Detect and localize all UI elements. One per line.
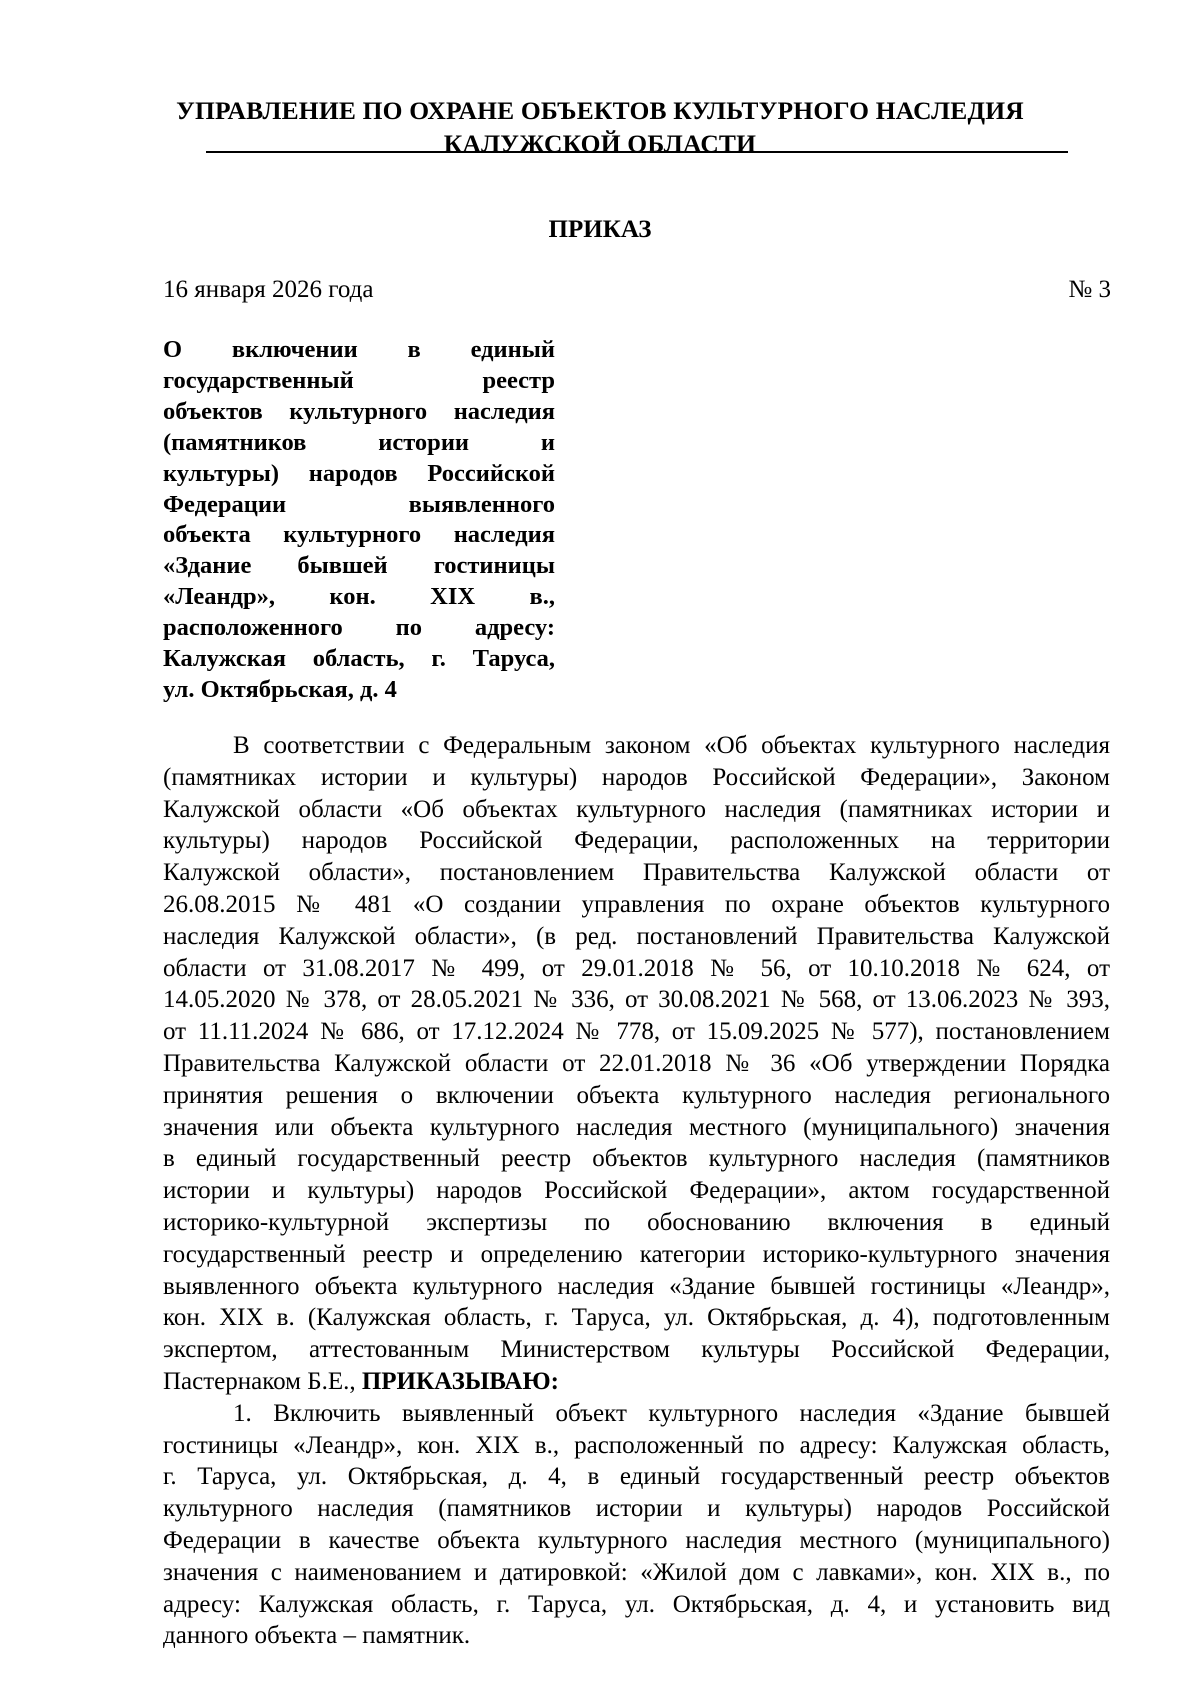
preamble-line: истории и культуры) народов Российской Федерации», актом государственной [163,1177,1110,1205]
preamble-final-line [163,1366,1110,1398]
preamble-line: значения или объекта культурного наследия местного (муниципального) значения [163,1113,1110,1141]
document-subject [163,335,555,706]
preamble-line: культуры) народов Российской Федерации, расположенных на территории [163,827,1110,855]
order-word: ПРИКАЗЫВАЮ: [361,1367,559,1395]
preamble-line: области от 31.08.2017 № 499, от 29.01.2018 № 56, от 10.10.2018 № 624, от [163,954,1110,982]
item-line: культурного наследия (памятников истории и культуры) народов Российской [163,1495,1110,1523]
subject-line: расположенного по адресу: [163,614,555,642]
item-line: адресу: Калужская область, г. Таруса, ул. Октябрьская, д. 4, и установить вид [163,1590,1110,1618]
header-underline [206,151,1068,153]
subject-line: ул. Октябрьская, д. 4 [163,675,397,703]
subject-line: объектов культурного наследия [163,397,555,425]
preamble-line: наследия Калужской области», (в ред. постановлений Правительства Калужской [163,922,1110,950]
item-line: г. Таруса, ул. Октябрьская, д. 4, в единый государственный реестр объектов [163,1463,1110,1491]
item-line: Федерации в качестве объекта культурного наследия местного (муниципального) [163,1526,1110,1554]
document-date: 16 января 2026 года [163,276,374,303]
preamble-line: историко-культурной экспертизы по обоснованию включения в единый [163,1208,1110,1236]
subject-line: культуры) народов Российской [163,459,555,487]
preamble-line: Калужской области», постановлением Правительства Калужской области от [163,859,1110,887]
preamble-last-text: Пастернаком Б.Е., [163,1367,356,1395]
item-line: 1. Включить выявленный объект культурного наследия «Здание бывшей [233,1399,1110,1427]
preamble-line: Правительства Калужской области от 22.01.2018 № 36 «Об утверждении Порядка [163,1049,1110,1077]
agency-header-line1: УПРАВЛЕНИЕ ПО ОХРАНЕ ОБЪЕКТОВ КУЛЬТУРНОГО НАСЛЕДИЯ [176,96,1024,125]
preamble-paragraph [163,730,1110,1398]
subject-line: (памятников истории и [163,428,555,456]
item-line: данного объекта – памятник. [163,1622,471,1650]
preamble-line: принятия решения о включении объекта культурного наследия регионального [163,1081,1110,1109]
document-number: № 3 [1068,276,1111,303]
item-line: гостиницы «Леандр», кон. XIX в., расположенный по адресу: Калужская область, [163,1431,1110,1459]
preamble-line: Калужской области «Об объектах культурного наследия (памятниках истории и [163,795,1110,823]
order-item-1 [163,1398,1110,1652]
subject-line: О включении в единый [163,336,555,363]
preamble-line: государственный реестр и определению категории историко-культурного значения [163,1240,1110,1268]
subject-line: государственный реестр [163,366,555,394]
preamble-line: кон. XIX в. (Калужская область, г. Таруса, ул. Октябрьская, д. 4), подготовленным [163,1304,1110,1332]
preamble-line: (памятниках истории и культуры) народов Российской Федерации», Законом [163,763,1110,791]
subject-line: Федерации выявленного [163,490,555,518]
preamble-line: В соответствии с Федеральным законом «Об объектах культурного наследия [233,732,1110,759]
subject-line: Калужская область, г. Таруса, [163,645,555,673]
document-title: ПРИКАЗ [548,216,652,243]
agency-header-line2: КАЛУЖСКОЙ ОБЛАСТИ [443,129,757,158]
document-body [163,730,1110,1652]
subject-line: «Здание бывшей гостиницы [163,552,555,580]
preamble-line: в единый государственный реестр объектов культурного наследия (памятников [163,1145,1110,1173]
preamble-line: экспертом, аттестованным Министерством культуры Российской Федерации, [163,1336,1110,1364]
preamble-line: 14.05.2020 № 378, от 28.05.2021 № 336, от 30.08.2021 № 568, от 13.06.2023 № 393, [163,986,1110,1014]
subject-line: «Леандр», кон. XIX в., [163,583,555,611]
subject-line: объекта культурного наследия [163,521,555,549]
preamble-line: выявленного объекта культурного наследия «Здание бывшей гостиницы «Леандр», [163,1272,1110,1300]
preamble-line: 26.08.2015 № 481 «О создании управления по охране объектов культурного [163,890,1110,918]
preamble-line: от 11.11.2024 № 686, от 17.12.2024 № 778, от 15.09.2025 № 577), постановлением [163,1018,1110,1046]
item-line: значения с наименованием и датировкой: «Жилой дом с лавками», кон. XIX в., по [163,1558,1110,1586]
